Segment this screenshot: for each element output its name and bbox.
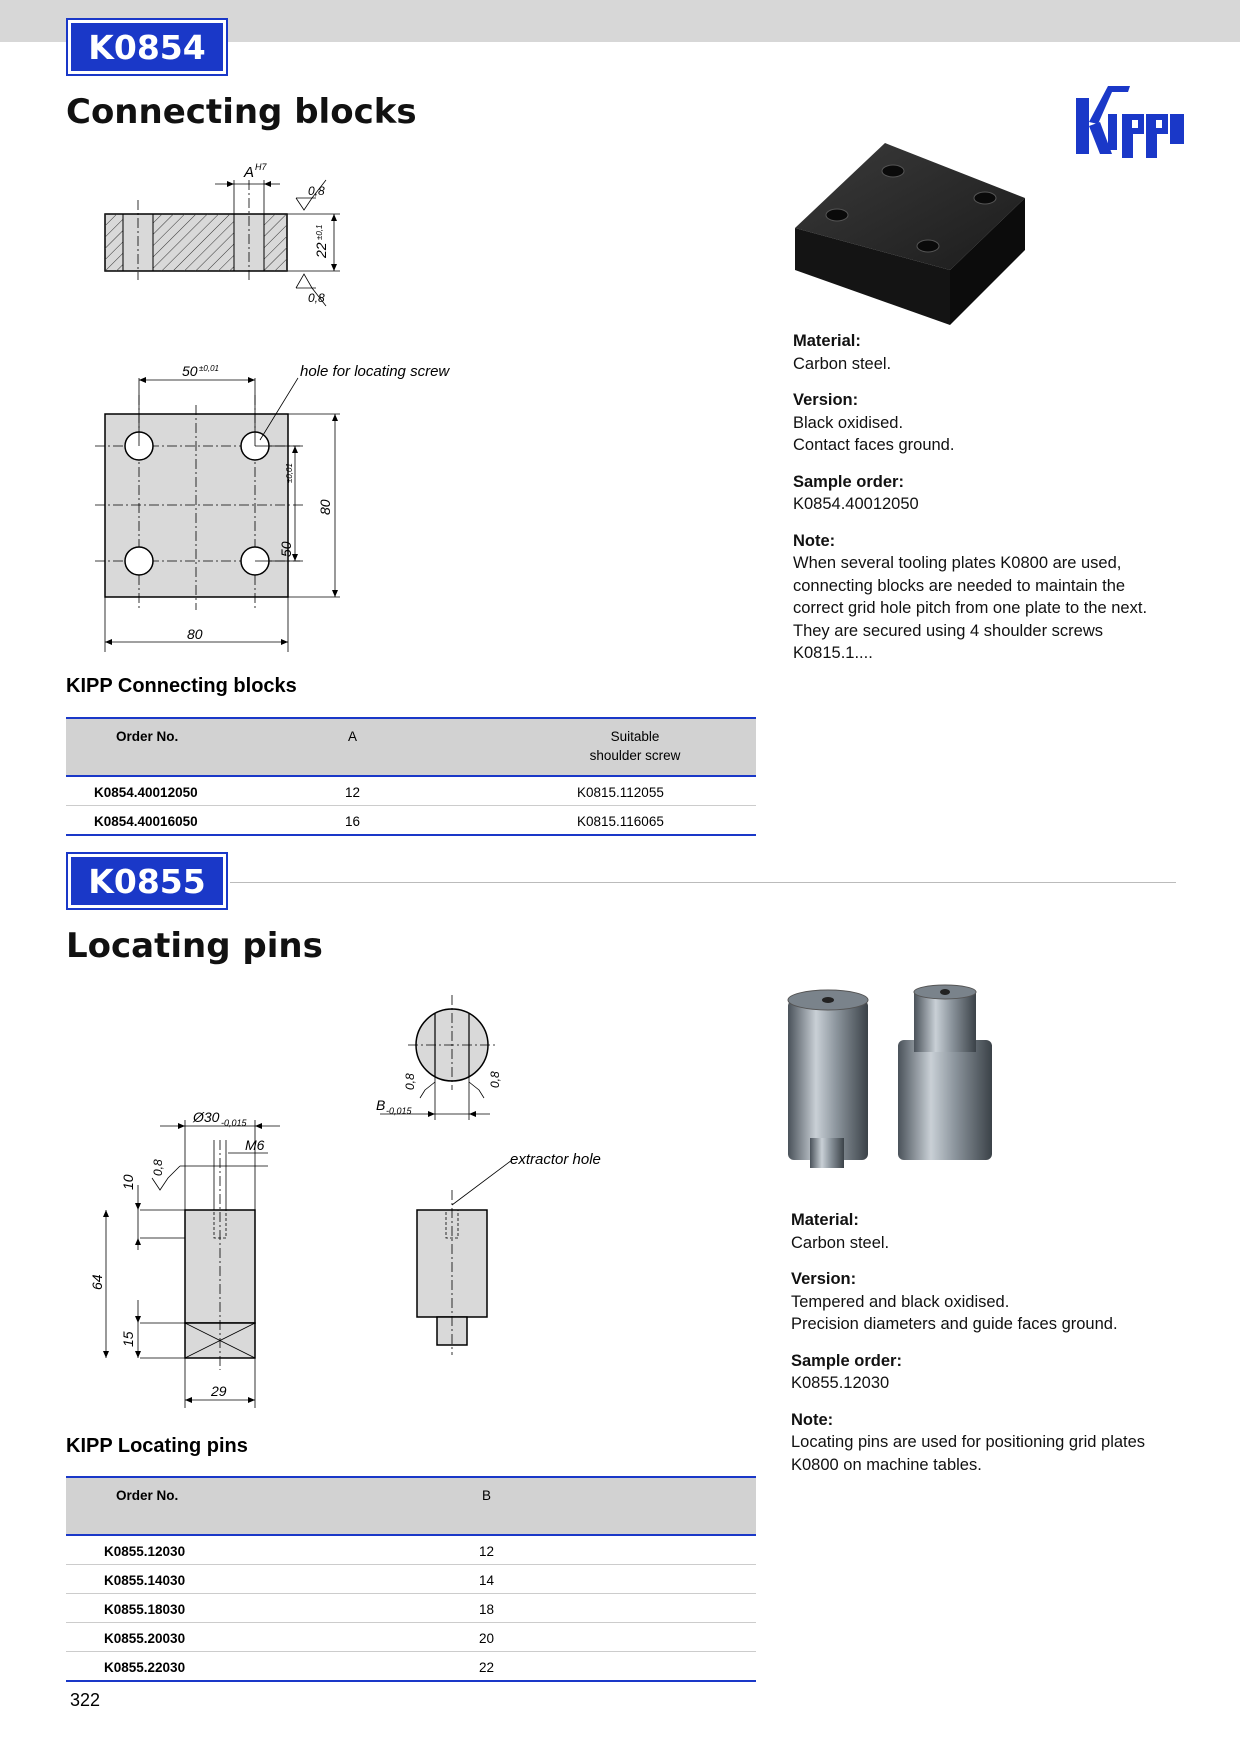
- dim-height: 80: [317, 499, 333, 515]
- version-label: Version:: [791, 1270, 857, 1288]
- cell-b: 22: [479, 1660, 495, 1675]
- note-label: Note:: [791, 1410, 834, 1429]
- cell-b: 20: [479, 1631, 495, 1646]
- cell-order-no: K0855.14030: [104, 1573, 186, 1588]
- material-label: Material:: [791, 1211, 859, 1229]
- dim-b: B: [376, 1097, 386, 1113]
- table-row: [66, 1536, 756, 1565]
- dim-a-label: A: [244, 164, 255, 181]
- connecting-block-section-drawing: [90, 150, 390, 320]
- sample-order-label: Sample order:: [791, 1351, 902, 1370]
- cell-screw: K0815.112055: [577, 785, 664, 800]
- cell-b: 14: [479, 1573, 495, 1588]
- table-row: [66, 1594, 756, 1623]
- locating-pins-photo: [780, 980, 1000, 1190]
- extractor-hole-label: extractor hole: [510, 1151, 601, 1168]
- version-line-1: Tempered and black oxidised.: [791, 1292, 1010, 1311]
- dim-15: 15: [120, 1331, 136, 1347]
- thread-m6: M6: [245, 1137, 265, 1153]
- roughness-bottom: 0,8: [308, 291, 325, 305]
- material-value: Carbon steel.: [793, 354, 892, 373]
- section-code: K0855: [71, 857, 223, 905]
- cell-order-no: K0854.40012050: [94, 785, 198, 800]
- note-label: Note:: [793, 531, 836, 550]
- col-shoulder-screw: [570, 727, 700, 765]
- sample-order-label: Sample order:: [793, 472, 904, 491]
- cell-order-no: K0855.20030: [104, 1631, 186, 1646]
- table-row: [66, 1565, 756, 1594]
- material-label: Material:: [793, 332, 861, 350]
- sample-order-value: K0854.40012050: [793, 495, 919, 513]
- page-number: 322: [70, 1690, 101, 1710]
- dim-width: 80: [187, 626, 203, 642]
- cell-a: 12: [345, 785, 361, 800]
- sample-order-value: K0855.12030: [791, 1374, 890, 1392]
- dim-pitch-h-tol: ±0,01: [199, 364, 219, 373]
- dim-thickness: 22: [313, 242, 329, 258]
- section-code: K0854: [71, 23, 223, 71]
- col-order-no: Order No.: [116, 729, 179, 744]
- table-header: [66, 717, 756, 777]
- section-title: Locating pins: [66, 926, 323, 966]
- roughness-pin: 0,8: [151, 1159, 165, 1176]
- dim-pitch-v-tol: ±0,01: [285, 463, 294, 483]
- dim-dia: Ø30: [193, 1109, 220, 1125]
- cell-b: 18: [479, 1602, 495, 1617]
- dim-pitch-v: 50: [278, 541, 294, 557]
- product-info-k0855: [791, 1209, 1191, 1490]
- col-shoulder-screw-line2: shoulder screw: [589, 748, 681, 763]
- section-title: Connecting blocks: [66, 92, 417, 132]
- connecting-block-top-drawing: [90, 350, 490, 660]
- dim-b-tol: -0,015: [386, 1106, 412, 1116]
- roughness-flat-left: 0,8: [403, 1073, 417, 1090]
- locating-pins-table: [66, 1476, 756, 1682]
- table-row: [66, 1623, 756, 1652]
- roughness-flat-right: 0,8: [488, 1071, 502, 1088]
- dim-29: 29: [211, 1383, 227, 1399]
- dim-10: 10: [120, 1174, 136, 1190]
- table-header: [66, 1476, 756, 1536]
- cell-a: 16: [345, 814, 361, 829]
- version-line-1: Black oxidised.: [793, 413, 904, 432]
- dim-thickness-tol: ±0,1: [315, 224, 324, 240]
- dim-pitch-h: 50: [182, 363, 198, 379]
- dim-dia-tol: -0,015: [221, 1118, 247, 1128]
- connecting-block-photo: [785, 140, 1035, 330]
- version-label: Version:: [793, 391, 859, 409]
- table-row: [66, 777, 756, 806]
- material-value: Carbon steel.: [791, 1233, 890, 1252]
- col-shoulder-screw-line1: Suitable: [610, 729, 660, 744]
- table-title: KIPP Connecting blocks: [66, 675, 297, 697]
- cell-b: 12: [479, 1544, 495, 1559]
- section-code-badge: [66, 18, 228, 76]
- dim-64: 64: [89, 1274, 105, 1290]
- col-a: A: [348, 729, 358, 744]
- connecting-blocks-table: [66, 717, 756, 836]
- table-title: KIPP Locating pins: [66, 1435, 248, 1457]
- roughness-top: 0,8: [308, 184, 325, 198]
- section-code-badge: [66, 852, 228, 910]
- col-b: B: [482, 1488, 492, 1503]
- version-line-2: Contact faces ground.: [793, 436, 955, 454]
- version-line-2: Precision diameters and guide faces ground.: [791, 1315, 1118, 1333]
- cell-order-no: K0855.22030: [104, 1660, 186, 1675]
- cell-screw: K0815.116065: [577, 814, 664, 829]
- section-divider: [230, 882, 1176, 883]
- cell-order-no: K0855.18030: [104, 1602, 186, 1617]
- cell-order-no: K0855.12030: [104, 1544, 186, 1559]
- col-order-no: Order No.: [116, 1488, 179, 1503]
- locating-pin-drawing: [80, 990, 640, 1410]
- table-row: [66, 806, 756, 836]
- dim-a-sup: H7: [255, 162, 267, 172]
- product-info-k0854: [793, 330, 1173, 679]
- table-row: [66, 1652, 756, 1682]
- kipp-logo: [1070, 74, 1190, 158]
- cell-order-no: K0854.40016050: [94, 814, 198, 829]
- hole-label: hole for locating screw: [300, 363, 450, 380]
- note-text: Locating pins are used for positioning grid plates K0800 on machine tables.: [791, 1433, 1146, 1474]
- note-text: When several tooling plates K0800 are used, connecting blocks are needed to maintain the correct grid hole pitch from one plate to the next. They are secured using 4 shoulder screws K0815.1....: [793, 554, 1148, 662]
